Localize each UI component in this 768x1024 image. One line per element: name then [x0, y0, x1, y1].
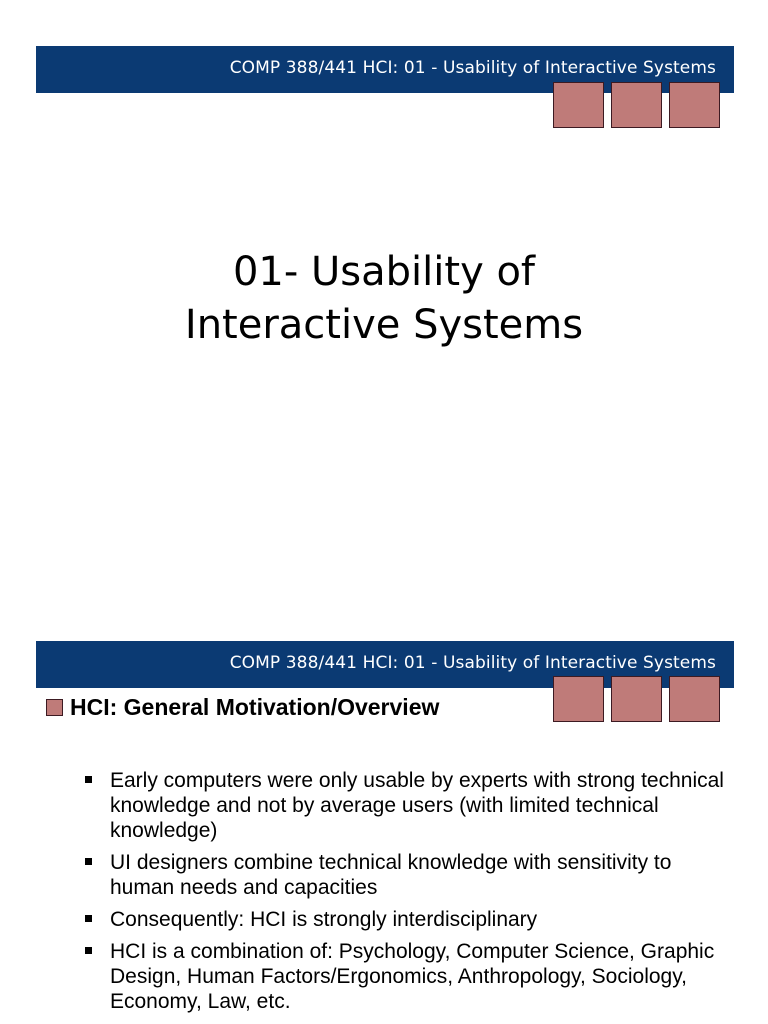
list-item [84, 939, 724, 1014]
slide2-heading-text: HCI: General Motivation/Overview [70, 693, 440, 720]
slide1-decor-box-1 [553, 82, 604, 128]
list-item-text: UI designers combine technical knowledge with sensitivity to human needs and capacities [110, 851, 672, 899]
slide2-decor-box-2 [611, 676, 662, 722]
bullet-marker [85, 776, 92, 783]
slide1-title-line2: Interactive Systems [184, 302, 584, 348]
list-item [84, 768, 724, 843]
bullet-marker [85, 915, 92, 922]
slide2-bullet-list [84, 768, 724, 1021]
list-item-text: Consequently: HCI is strongly interdisciplinary [110, 908, 538, 931]
slide1-decor-box-2 [611, 82, 662, 128]
list-item-text: Early computers were only usable by experts with strong technical knowledge and not by average users (with limited technical knowledge) [110, 769, 724, 842]
slide2-decor-box-1 [553, 676, 604, 722]
list-item [84, 907, 724, 932]
bullet-marker [85, 947, 92, 954]
list-item-text: HCI is a combination of: Psychology, Computer Science, Graphic Design, Human Factors/Ergonomics, Anthropology, Sociology, Economy, Law, etc. [110, 940, 715, 1013]
list-item [84, 850, 724, 900]
slide2-decor-box-3 [669, 676, 720, 722]
slide1-title [0, 246, 768, 352]
slide1-title-line1: 01- Usability of [232, 249, 536, 295]
slide2-header-text: COMP 388/441 HCI: 01 - Usability of Interactive Systems [229, 653, 716, 673]
slide1-header-text: COMP 388/441 HCI: 01 - Usability of Interactive Systems [229, 58, 716, 78]
slide2-section-heading [46, 690, 439, 724]
slide1-decor-box-3 [669, 82, 720, 128]
bullet-marker [85, 858, 92, 865]
heading-bullet-square [46, 699, 63, 716]
